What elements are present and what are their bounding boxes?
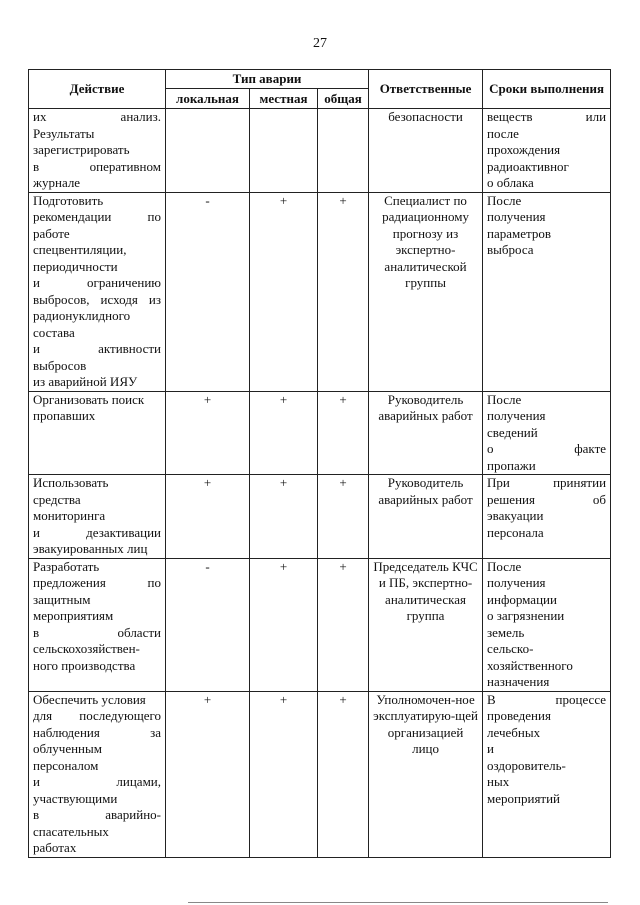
action-line: средства (33, 491, 81, 507)
mark-site: + (250, 192, 318, 391)
header-terms: Сроки выполнения (483, 70, 611, 109)
terms-line: о облака (487, 175, 534, 190)
terms-line: После (487, 192, 522, 208)
terms-line: радиоактивног (487, 158, 569, 174)
action-line: и активности (33, 341, 161, 356)
mark-site (250, 109, 318, 193)
action-line: состава (33, 324, 75, 340)
action-line: выбросов, исходя из (33, 291, 161, 307)
terms-line: хозяйственного (487, 657, 573, 673)
terms-line: пропажи (487, 457, 536, 473)
action-line: защитным (33, 591, 91, 607)
action-line: облученным (33, 741, 102, 756)
responsible-cell: Уполномочен-ное эксплуатирую-щей организацией лицо (369, 691, 483, 857)
bottom-rule (188, 902, 608, 903)
terms-cell (483, 475, 611, 559)
responsible-cell: Специалист по радиационному прогнозу из экспертно-аналитической группы (369, 192, 483, 391)
action-line: пропавших (33, 408, 96, 423)
terms-line: персонала (487, 524, 544, 540)
action-line: предложения по (33, 575, 161, 590)
action-line: в области (33, 624, 161, 640)
action-line: работе (33, 225, 70, 241)
terms-line: ных (487, 774, 510, 789)
mark-local: + (166, 391, 250, 475)
terms-cell (483, 391, 611, 475)
terms-line: сведений (487, 424, 538, 440)
table-row (29, 109, 611, 193)
action-line: сельскохозяйствен- (33, 641, 140, 656)
responsible-cell: Председатель КЧС и ПБ, экспертно-аналитическая группа (369, 558, 483, 691)
action-line: и лицами, (33, 774, 161, 789)
terms-line: мероприятий (487, 790, 561, 806)
mark-site: + (250, 691, 318, 857)
action-line: радионуклидного (33, 308, 131, 323)
terms-line: оздоровитель- (487, 757, 566, 773)
table-row (29, 558, 611, 691)
header-accident-type: Тип аварии (166, 70, 369, 89)
terms-cell (483, 691, 611, 857)
action-line: журнале (33, 175, 81, 190)
terms-line: При принятии (487, 475, 607, 490)
action-cell (29, 192, 166, 391)
terms-line: прохождения (487, 142, 561, 157)
table-row (29, 192, 611, 391)
header-general: общая (318, 89, 369, 109)
action-line: рекомендации по (33, 209, 161, 224)
action-line: и ограничению (33, 275, 161, 290)
terms-line: эвакуации (487, 508, 544, 523)
terms-line: и (487, 741, 494, 756)
mark-general: + (318, 691, 369, 857)
action-cell (29, 475, 166, 559)
mark-general (318, 109, 369, 193)
mark-general: + (318, 192, 369, 391)
terms-line: сельско- (487, 641, 534, 656)
table-row (29, 691, 611, 857)
table-row (29, 475, 611, 559)
table-row (29, 391, 611, 475)
mark-local (166, 109, 250, 193)
action-line: участвующими (33, 790, 118, 806)
terms-line: получения (487, 575, 546, 590)
header-action: Действие (29, 70, 166, 109)
terms-line: получения (487, 408, 546, 423)
terms-cell (483, 558, 611, 691)
action-line: Использовать (33, 475, 109, 490)
mark-general: + (318, 391, 369, 475)
action-line: периодичности (33, 258, 118, 274)
terms-line: После (487, 558, 522, 574)
action-line: мониторинга (33, 508, 106, 523)
mark-local: + (166, 475, 250, 559)
mark-general: + (318, 558, 369, 691)
terms-cell (483, 192, 611, 391)
terms-line: В процессе (487, 691, 607, 707)
terms-line: После (487, 391, 522, 407)
mark-general: + (318, 475, 369, 559)
action-line: Результаты (33, 125, 95, 141)
action-line: работах (33, 840, 77, 855)
terms-cell (483, 109, 611, 193)
action-cell (29, 391, 166, 475)
terms-line: информации (487, 591, 557, 607)
actions-table (28, 69, 611, 858)
mark-site: + (250, 475, 318, 559)
mark-site: + (250, 558, 318, 691)
responsible-cell: безопасности (369, 109, 483, 193)
terms-line: лечебных (487, 724, 541, 740)
action-line: Подготовить (33, 192, 104, 208)
mark-local: + (166, 691, 250, 857)
responsible-cell: Руководитель аварийных работ (369, 475, 483, 559)
terms-line: о загрязнении (487, 608, 565, 623)
action-line: спасательных (33, 823, 109, 839)
mark-site: + (250, 391, 318, 475)
terms-line: земель (487, 624, 525, 640)
action-line: и дезактивации (33, 524, 161, 540)
responsible-cell: Руководитель аварийных работ (369, 391, 483, 475)
header-responsible: Ответственные (369, 70, 483, 109)
action-line: в аварийно- (33, 807, 161, 822)
action-line: персоналом (33, 757, 99, 773)
header-local: локальная (166, 89, 250, 109)
action-line: мероприятиям (33, 608, 114, 623)
action-line: из аварийной ИЯУ (33, 374, 138, 389)
terms-line: параметров (487, 225, 552, 241)
action-line: Разработать (33, 558, 100, 574)
action-line: эвакуированных лиц (33, 541, 148, 556)
action-line: наблюдения за (33, 724, 161, 740)
action-cell (29, 558, 166, 691)
mark-local: - (166, 558, 250, 691)
page-number: 27 (313, 36, 327, 51)
action-line: их анализ. (33, 109, 161, 124)
terms-line: проведения (487, 708, 551, 723)
action-line: выбросов (33, 357, 87, 373)
action-line: в оперативном (33, 158, 161, 174)
terms-line: решения об (487, 491, 607, 507)
action-line: Обеспечить условия (33, 691, 146, 707)
action-line: для последующего (33, 708, 161, 723)
terms-line: о факте (487, 441, 607, 456)
terms-line: назначения (487, 674, 550, 689)
terms-line: выброса (487, 242, 534, 257)
action-cell (29, 109, 166, 193)
action-line: Организовать поиск (33, 391, 145, 407)
terms-line: получения (487, 209, 546, 224)
action-cell (29, 691, 166, 857)
header-site: местная (250, 89, 318, 109)
terms-line: после (487, 125, 519, 141)
mark-local: - (166, 192, 250, 391)
terms-line: веществ или (487, 109, 607, 124)
action-line: ного производства (33, 657, 136, 673)
action-line: спецвентиляции, (33, 242, 127, 257)
action-line: зарегистрировать (33, 142, 130, 157)
